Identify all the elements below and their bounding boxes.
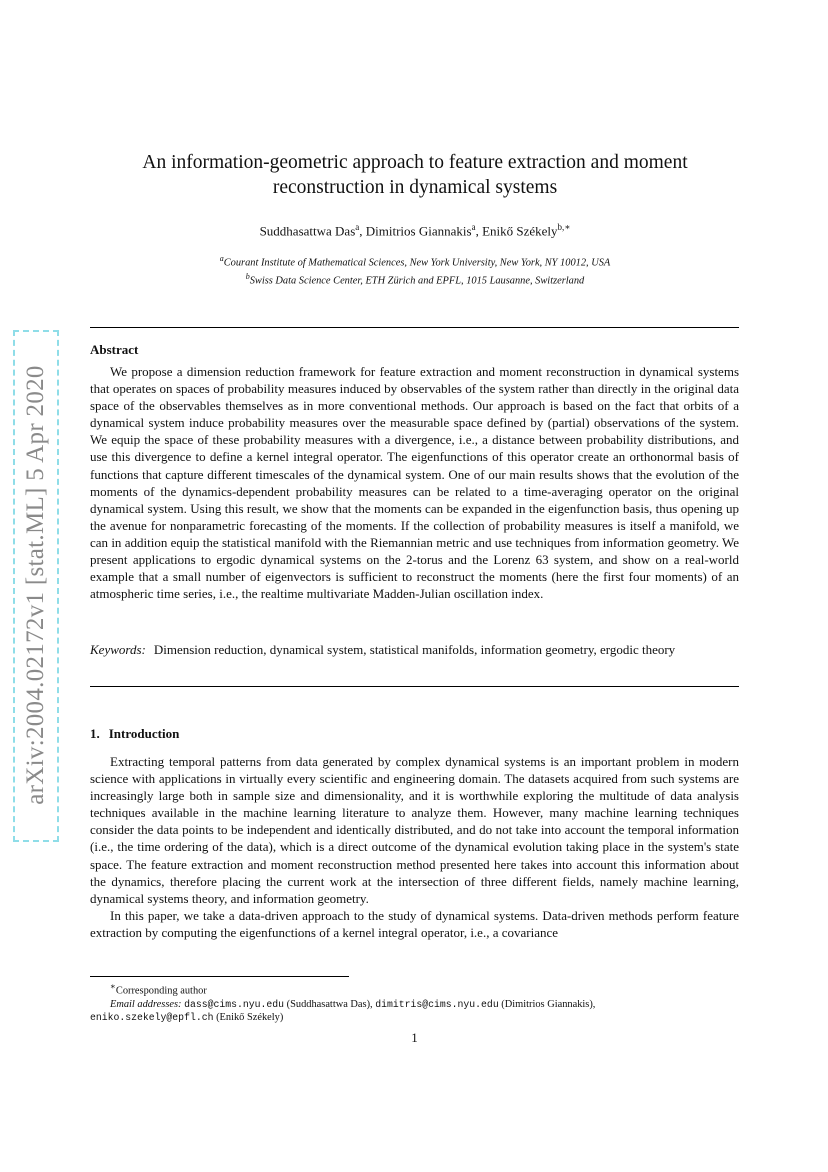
email-link[interactable]: dimitris@cims.nyu.edu	[375, 998, 499, 1010]
footnote-text: Corresponding author	[115, 985, 207, 997]
author-affiliation-mark: a	[355, 222, 360, 232]
footnote-rule	[90, 976, 349, 977]
introduction-body	[90, 753, 739, 941]
email-link[interactable]: dass@cims.nyu.edu	[184, 998, 285, 1010]
email-label: Email addresses:	[110, 998, 182, 1010]
section-title: Introduction	[108, 726, 180, 741]
paper-title	[90, 150, 740, 200]
author-name: Enikő Székely	[482, 223, 558, 239]
affiliation-text: Swiss Data Science Center, ETH Zürich and EPFL, 1015 Lausanne, Switzerland	[249, 275, 585, 287]
author-name: Suddhasattwa Das	[259, 223, 356, 239]
email-owner: (Enikő Székely)	[213, 1012, 284, 1024]
affiliation-text: Courant Institute of Mathematical Sciences, New York University, New York, NY 10012, USA	[223, 257, 611, 269]
affiliation	[90, 270, 740, 288]
author-list	[90, 222, 740, 239]
author-separator: ,	[359, 223, 366, 239]
author-name: Dimitrios Giannakis	[365, 223, 472, 239]
keywords-label: Keywords:	[90, 642, 146, 657]
affiliation-list	[90, 252, 740, 288]
affiliation-mark: a	[219, 254, 224, 263]
title-line-1: An information-geometric approach to feature extraction and moment	[142, 152, 688, 173]
footnote-corresponding	[90, 980, 739, 998]
abstract-heading: Abstract	[90, 342, 139, 357]
paragraph: Extracting temporal patterns from data generated by complex dynamical systems is an important problem in modern science with applications in virtually every scientific and engineering domain. The datasets acquired from such systems are increasingly large both in sample size and dimensionality, and it is worthwhile exploring the multitude of data analysis techniques available in the machine learning literature to analyze them. However, many machine learning techniques consider the data points to be independent and identically distributed, and do not take into account the temporal information (i.e., the time ordering of the data), which is a direct outcome of the dynamical evolution taking place in the system's state space. The feature extraction and moment reconstruction method presented here takes into account this information about the dynamics, therefore placing the current work at the intersection of three different fields, namely machine learning, dynamical systems theory, and information geometry.	[90, 754, 739, 906]
abstract-text: We propose a dimension reduction framework for feature extraction and moment reconstruction in dynamical systems that operates on spaces of probability measures induced by observables of the system rather than directly in the original data space of the observables themselves as in more conventional methods. Our approach is based on the fact that orbits of a dynamical system induce probability measures over the measurable space defined by (partial) observations of the system. We equip the space of these probability measures with a divergence, i.e., a distance between probability distributions, and use this divergence to define a kernel integral operator. The eigenfunctions of this operator create an orthonormal basis of functions that capture different timescales of the dynamical system. One of our main results shows that the evolution of the moments of the dynamics-dependent probability measures can be related to a time-averaging operator on the original dynamical system. Using this result, we show that the moments can be expanded in the eigenfunction basis, thus opening up the avenue for nonparametric forecasting of the moments. If the collection of probability measures is itself a manifold, we can in addition equip the statistical manifold with the Riemannian metric and use techniques from information geometry. We present applications to ergodic dynamical systems on the 2-torus and the Lorenz 63 system, and show on a real-world example that a small number of eigenvectors is sufficient to reconstruct the moments (here the first four moments) of an atmospheric time series, i.e., the realtime multivariate Madden-Julian oscillation index.	[90, 364, 739, 602]
paragraph: In this paper, we take a data-driven approach to the study of dynamical systems. Data-driven methods perform feature extraction by computing the eigenfunctions of a kernel integral operator, i.e., a covariance	[90, 907, 739, 940]
abstract-bottom-rule	[90, 686, 739, 687]
abstract-top-rule	[90, 327, 739, 328]
footnote-mark: ∗	[110, 981, 116, 991]
email-owner: (Suddhasattwa Das),	[284, 998, 376, 1010]
footnotes	[90, 980, 739, 1025]
author-affiliation-mark: b,∗	[557, 222, 571, 232]
title-line-2: reconstruction in dynamical systems	[272, 177, 558, 198]
section-number: 1.	[90, 726, 100, 741]
author-separator: ,	[475, 223, 483, 239]
affiliation	[90, 252, 740, 270]
email-link[interactable]: eniko.szekely@epfl.ch	[90, 1012, 214, 1024]
footnote-emails	[90, 998, 739, 1012]
keywords	[90, 642, 739, 659]
author-affiliation-mark: a	[471, 222, 476, 232]
footnote-emails-cont	[90, 1011, 739, 1025]
page-number: 1	[411, 1030, 418, 1045]
keywords-text: Dimension reduction, dynamical system, statistical manifolds, information geometry, ergodic theory	[153, 642, 676, 657]
section-heading	[90, 726, 179, 742]
email-owner: (Dimitrios Giannakis),	[498, 998, 596, 1010]
arxiv-identifier: arXiv:2004.02172v1 [stat.ML] 5 Apr 2020	[22, 365, 49, 805]
affiliation-mark: b	[245, 271, 250, 281]
